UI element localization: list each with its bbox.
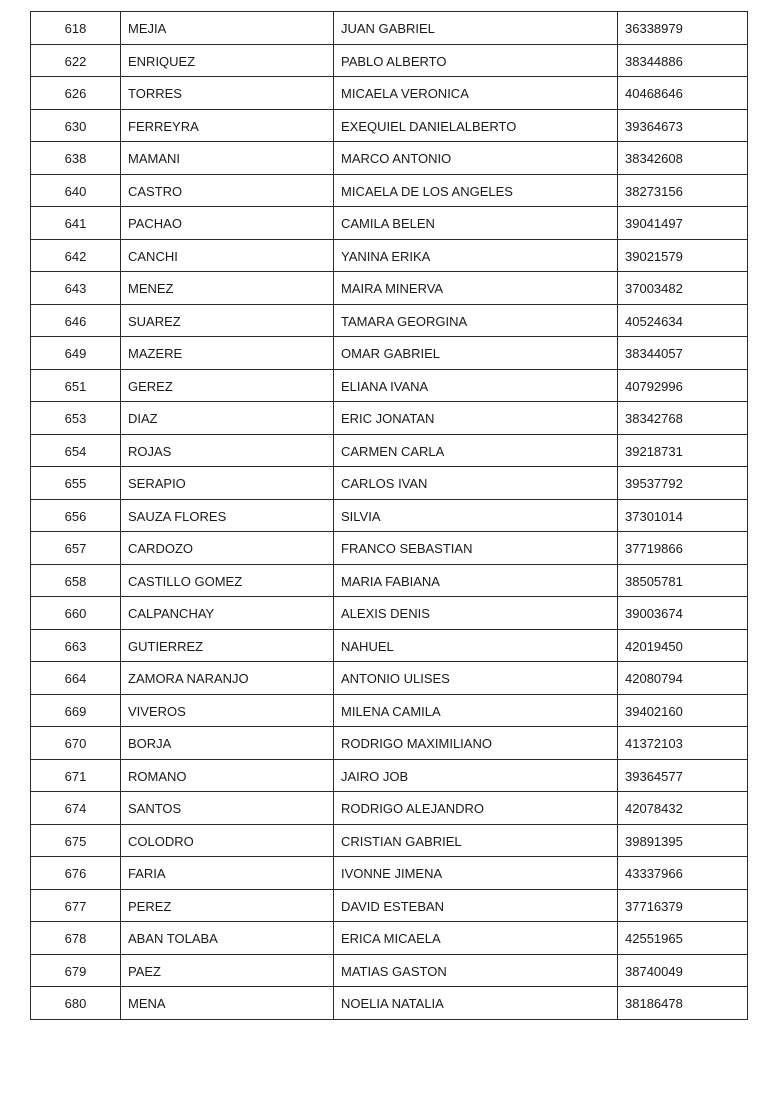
table-row — [31, 922, 748, 955]
table-row — [31, 174, 748, 207]
first-name-cell: MARIA FABIANA — [334, 564, 618, 597]
document-number-cell: 39021579 — [618, 239, 748, 272]
table-row — [31, 857, 748, 890]
table-row — [31, 889, 748, 922]
row-number-cell: 653 — [31, 402, 121, 435]
document-number-cell: 38505781 — [618, 564, 748, 597]
table-row — [31, 369, 748, 402]
table-row — [31, 759, 748, 792]
row-number-cell: 646 — [31, 304, 121, 337]
row-number-cell: 651 — [31, 369, 121, 402]
row-number-cell: 641 — [31, 207, 121, 240]
last-name-cell: MENA — [121, 987, 334, 1020]
table-row — [31, 272, 748, 305]
table-row — [31, 597, 748, 630]
table-row — [31, 987, 748, 1020]
row-number-cell: 626 — [31, 77, 121, 110]
first-name-cell: IVONNE JIMENA — [334, 857, 618, 890]
row-number-cell: 678 — [31, 922, 121, 955]
roster-table-body — [31, 12, 748, 1020]
first-name-cell: MICAELA VERONICA — [334, 77, 618, 110]
first-name-cell: NAHUEL — [334, 629, 618, 662]
row-number-cell: 658 — [31, 564, 121, 597]
row-number-cell: 642 — [31, 239, 121, 272]
first-name-cell: MICAELA DE LOS ANGELES — [334, 174, 618, 207]
last-name-cell: TORRES — [121, 77, 334, 110]
last-name-cell: MEJIA — [121, 12, 334, 45]
table-row — [31, 207, 748, 240]
first-name-cell: MAIRA MINERVA — [334, 272, 618, 305]
document-number-cell: 39218731 — [618, 434, 748, 467]
document-number-cell: 39364673 — [618, 109, 748, 142]
row-number-cell: 657 — [31, 532, 121, 565]
first-name-cell: PABLO ALBERTO — [334, 44, 618, 77]
first-name-cell: DAVID ESTEBAN — [334, 889, 618, 922]
last-name-cell: CALPANCHAY — [121, 597, 334, 630]
row-number-cell: 676 — [31, 857, 121, 890]
last-name-cell: SERAPIO — [121, 467, 334, 500]
first-name-cell: MATIAS GASTON — [334, 954, 618, 987]
document-number-cell: 38344057 — [618, 337, 748, 370]
document-number-cell: 37719866 — [618, 532, 748, 565]
first-name-cell: YANINA ERIKA — [334, 239, 618, 272]
document-number-cell: 40524634 — [618, 304, 748, 337]
document-number-cell: 38273156 — [618, 174, 748, 207]
row-number-cell: 660 — [31, 597, 121, 630]
document-number-cell: 39537792 — [618, 467, 748, 500]
table-row — [31, 304, 748, 337]
first-name-cell: CRISTIAN GABRIEL — [334, 824, 618, 857]
table-row — [31, 564, 748, 597]
table-row — [31, 532, 748, 565]
first-name-cell: OMAR GABRIEL — [334, 337, 618, 370]
document-number-cell: 38740049 — [618, 954, 748, 987]
row-number-cell: 656 — [31, 499, 121, 532]
document-number-cell: 37716379 — [618, 889, 748, 922]
last-name-cell: GEREZ — [121, 369, 334, 402]
first-name-cell: ELIANA IVANA — [334, 369, 618, 402]
document-number-cell: 37003482 — [618, 272, 748, 305]
first-name-cell: FRANCO SEBASTIAN — [334, 532, 618, 565]
row-number-cell: 671 — [31, 759, 121, 792]
document-number-cell: 39402160 — [618, 694, 748, 727]
last-name-cell: ROJAS — [121, 434, 334, 467]
row-number-cell: 643 — [31, 272, 121, 305]
row-number-cell: 679 — [31, 954, 121, 987]
document-number-cell: 39364577 — [618, 759, 748, 792]
row-number-cell: 649 — [31, 337, 121, 370]
last-name-cell: MENEZ — [121, 272, 334, 305]
table-row — [31, 694, 748, 727]
document-number-cell: 42080794 — [618, 662, 748, 695]
first-name-cell: JUAN GABRIEL — [334, 12, 618, 45]
last-name-cell: MAZERE — [121, 337, 334, 370]
last-name-cell: PEREZ — [121, 889, 334, 922]
last-name-cell: CANCHI — [121, 239, 334, 272]
document-number-cell: 40468646 — [618, 77, 748, 110]
roster-table — [30, 11, 748, 1020]
table-row — [31, 467, 748, 500]
table-row — [31, 239, 748, 272]
row-number-cell: 630 — [31, 109, 121, 142]
document-number-cell: 36338979 — [618, 12, 748, 45]
table-row — [31, 499, 748, 532]
last-name-cell: COLODRO — [121, 824, 334, 857]
table-row — [31, 434, 748, 467]
last-name-cell: CASTRO — [121, 174, 334, 207]
row-number-cell: 663 — [31, 629, 121, 662]
last-name-cell: BORJA — [121, 727, 334, 760]
first-name-cell: CARMEN CARLA — [334, 434, 618, 467]
last-name-cell: PAEZ — [121, 954, 334, 987]
last-name-cell: VIVEROS — [121, 694, 334, 727]
first-name-cell: MARCO ANTONIO — [334, 142, 618, 175]
last-name-cell: SANTOS — [121, 792, 334, 825]
last-name-cell: ENRIQUEZ — [121, 44, 334, 77]
document-number-cell: 39041497 — [618, 207, 748, 240]
row-number-cell: 654 — [31, 434, 121, 467]
document-number-cell: 42078432 — [618, 792, 748, 825]
table-row — [31, 792, 748, 825]
table-row — [31, 12, 748, 45]
document-number-cell: 40792996 — [618, 369, 748, 402]
table-row — [31, 109, 748, 142]
document-number-cell: 39891395 — [618, 824, 748, 857]
last-name-cell: CASTILLO GOMEZ — [121, 564, 334, 597]
document-number-cell: 38342768 — [618, 402, 748, 435]
last-name-cell: GUTIERREZ — [121, 629, 334, 662]
last-name-cell: ABAN TOLABA — [121, 922, 334, 955]
document-number-cell: 37301014 — [618, 499, 748, 532]
document-number-cell: 42019450 — [618, 629, 748, 662]
last-name-cell: FARIA — [121, 857, 334, 890]
row-number-cell: 669 — [31, 694, 121, 727]
table-row — [31, 954, 748, 987]
last-name-cell: ZAMORA NARANJO — [121, 662, 334, 695]
document-number-cell: 38342608 — [618, 142, 748, 175]
row-number-cell: 675 — [31, 824, 121, 857]
first-name-cell: NOELIA NATALIA — [334, 987, 618, 1020]
first-name-cell: EXEQUIEL DANIELALBERTO — [334, 109, 618, 142]
last-name-cell: FERREYRA — [121, 109, 334, 142]
first-name-cell: SILVIA — [334, 499, 618, 532]
row-number-cell: 664 — [31, 662, 121, 695]
first-name-cell: JAIRO JOB — [334, 759, 618, 792]
table-row — [31, 727, 748, 760]
table-row — [31, 629, 748, 662]
first-name-cell: RODRIGO MAXIMILIANO — [334, 727, 618, 760]
last-name-cell: SUAREZ — [121, 304, 334, 337]
first-name-cell: ERIC JONATAN — [334, 402, 618, 435]
last-name-cell: CARDOZO — [121, 532, 334, 565]
table-row — [31, 44, 748, 77]
table-row — [31, 337, 748, 370]
table-row — [31, 662, 748, 695]
first-name-cell: CARLOS IVAN — [334, 467, 618, 500]
document-number-cell: 38344886 — [618, 44, 748, 77]
document-number-cell: 41372103 — [618, 727, 748, 760]
first-name-cell: ALEXIS DENIS — [334, 597, 618, 630]
row-number-cell: 677 — [31, 889, 121, 922]
table-row — [31, 824, 748, 857]
last-name-cell: SAUZA FLORES — [121, 499, 334, 532]
first-name-cell: CAMILA BELEN — [334, 207, 618, 240]
first-name-cell: TAMARA GEORGINA — [334, 304, 618, 337]
row-number-cell: 670 — [31, 727, 121, 760]
document-number-cell: 39003674 — [618, 597, 748, 630]
first-name-cell: RODRIGO ALEJANDRO — [334, 792, 618, 825]
row-number-cell: 640 — [31, 174, 121, 207]
table-row — [31, 142, 748, 175]
last-name-cell: ROMANO — [121, 759, 334, 792]
last-name-cell: DIAZ — [121, 402, 334, 435]
table-row — [31, 77, 748, 110]
row-number-cell: 680 — [31, 987, 121, 1020]
document-number-cell: 42551965 — [618, 922, 748, 955]
document-number-cell: 38186478 — [618, 987, 748, 1020]
row-number-cell: 638 — [31, 142, 121, 175]
row-number-cell: 618 — [31, 12, 121, 45]
first-name-cell: MILENA CAMILA — [334, 694, 618, 727]
document-number-cell: 43337966 — [618, 857, 748, 890]
last-name-cell: PACHAO — [121, 207, 334, 240]
first-name-cell: ANTONIO ULISES — [334, 662, 618, 695]
first-name-cell: ERICA MICAELA — [334, 922, 618, 955]
row-number-cell: 622 — [31, 44, 121, 77]
row-number-cell: 655 — [31, 467, 121, 500]
row-number-cell: 674 — [31, 792, 121, 825]
last-name-cell: MAMANI — [121, 142, 334, 175]
table-row — [31, 402, 748, 435]
